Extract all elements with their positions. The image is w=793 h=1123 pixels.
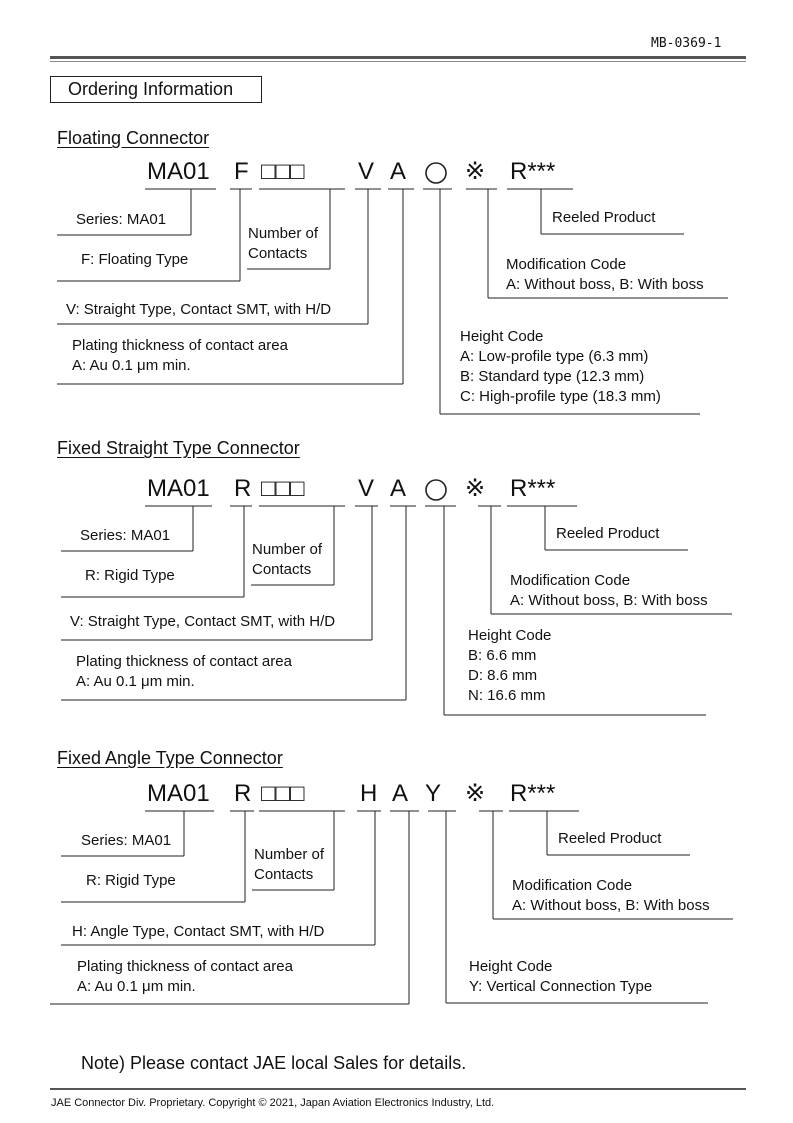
code-mount: H <box>360 780 378 807</box>
label-mod-2: A: Without boss, B: With boss <box>512 897 710 914</box>
label-series: Series: MA01 <box>80 527 171 544</box>
label-reel: Reeled Product <box>552 209 656 226</box>
ordering-information-box: Ordering Information <box>50 76 262 103</box>
label-height-1: Height Code <box>468 627 552 644</box>
label-plating-2: A: Au 0.1 μm min. <box>77 978 196 995</box>
label-height-3: B: Standard type (12.3 mm) <box>460 368 645 385</box>
label-contacts-1: Number of <box>252 541 323 558</box>
footer-rule <box>50 1088 746 1090</box>
code-plating: A <box>390 475 407 502</box>
label-series: Series: MA01 <box>76 211 167 228</box>
note: Note) Please contact JAE local Sales for details. <box>81 1053 467 1073</box>
code-series: MA01 <box>147 780 210 807</box>
code-modification: ※ <box>465 158 486 185</box>
code-series: MA01 <box>147 475 210 502</box>
section-title-fixed-straight: Fixed Straight Type Connector <box>57 438 300 458</box>
code-contacts: □□□ <box>261 475 305 502</box>
footer-copyright: JAE Connector Div. Proprietary. Copyright © 2021, Japan Aviation Electronics Industry, Ltd. <box>51 1097 495 1109</box>
label-plating-1: Plating thickness of contact area <box>76 653 292 670</box>
label-type: R: Rigid Type <box>86 872 176 889</box>
label-type: R: Rigid Type <box>85 567 175 584</box>
label-height-2: Y: Vertical Connection Type <box>469 978 653 995</box>
label-mod-2: A: Without boss, B: With boss <box>510 592 708 609</box>
label-mount: V: Straight Type, Contact SMT, with H/D <box>66 301 332 318</box>
code-modification: ※ <box>465 475 486 502</box>
label-contacts-2: Contacts <box>252 561 312 578</box>
label-mod-1: Modification Code <box>506 256 627 273</box>
label-plating-1: Plating thickness of contact area <box>72 337 288 354</box>
code-contacts: □□□ <box>261 780 305 807</box>
code-type: R <box>234 475 252 502</box>
label-height-2: A: Low-profile type (6.3 mm) <box>460 348 649 365</box>
code-plating: A <box>392 780 409 807</box>
label-reel: Reeled Product <box>558 830 662 847</box>
label-reel: Reeled Product <box>556 525 660 542</box>
code-type: F <box>234 158 249 185</box>
label-height-1: Height Code <box>460 328 544 345</box>
code-modification: ※ <box>465 780 486 807</box>
label-height-1: Height Code <box>469 958 553 975</box>
label-contacts-2: Contacts <box>254 866 314 883</box>
label-type: F: Floating Type <box>81 251 189 268</box>
label-contacts-1: Number of <box>254 846 325 863</box>
code-height: Y <box>425 780 442 807</box>
code-type: R <box>234 780 252 807</box>
label-contacts-1: Number of <box>248 225 319 242</box>
code-reel: R*** <box>510 780 556 807</box>
code-contacts: □□□ <box>261 158 305 185</box>
label-mod-1: Modification Code <box>510 572 631 589</box>
label-height-2: B: 6.6 mm <box>468 647 537 664</box>
code-series: MA01 <box>147 158 210 185</box>
label-series: Series: MA01 <box>81 832 172 849</box>
code-mount: V <box>358 475 375 502</box>
label-plating-1: Plating thickness of contact area <box>77 958 293 975</box>
label-plating-2: A: Au 0.1 μm min. <box>72 357 191 374</box>
code-mount: V <box>358 158 375 185</box>
section-title-floating: Floating Connector <box>57 128 210 148</box>
label-contacts-2: Contacts <box>248 245 308 262</box>
code-reel: R*** <box>510 158 556 185</box>
label-plating-2: A: Au 0.1 μm min. <box>76 673 195 690</box>
document-number: MB-0369-1 <box>651 36 722 51</box>
label-mount: V: Straight Type, Contact SMT, with H/D <box>70 613 336 630</box>
code-plating: A <box>390 158 407 185</box>
label-mod-2: A: Without boss, B: With boss <box>506 276 704 293</box>
section-title-fixed-angle: Fixed Angle Type Connector <box>57 748 283 768</box>
label-height-3: D: 8.6 mm <box>468 667 538 684</box>
label-mod-1: Modification Code <box>512 877 633 894</box>
label-height-4: C: High-profile type (18.3 mm) <box>460 388 661 405</box>
label-height-4: N: 16.6 mm <box>468 687 546 704</box>
code-reel: R*** <box>510 475 556 502</box>
label-mount: H: Angle Type, Contact SMT, with H/D <box>72 923 325 940</box>
